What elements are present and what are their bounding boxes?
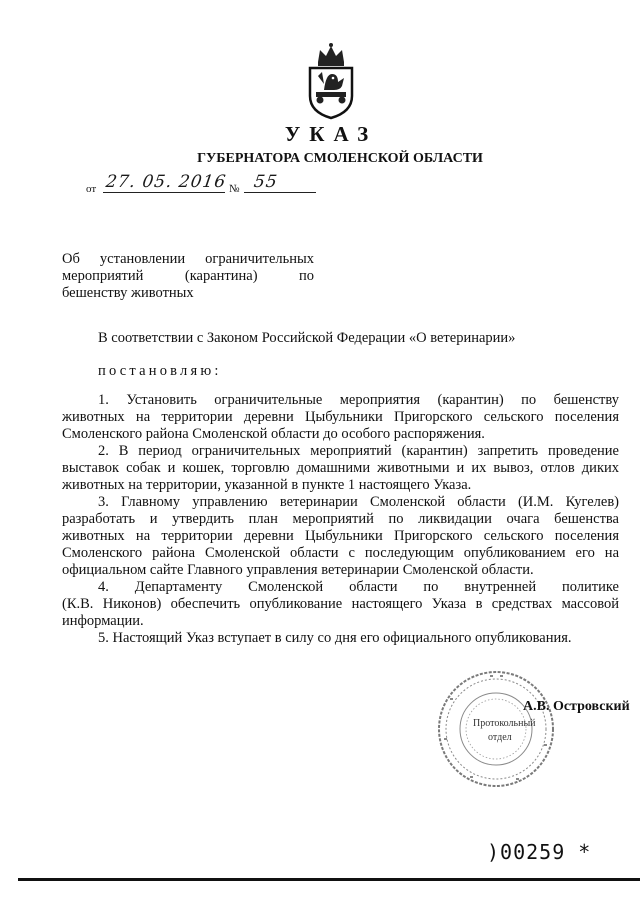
item-line: животных на территории деревни Цыбульники Пригорского сельского поселения (62, 528, 619, 544)
item-line: 5. Настоящий Указ вступает в силу со дня его официального опубликования. (98, 630, 572, 646)
issuer-subtitle: ГУБЕРНАТОРА СМОЛЕНСКОЙ ОБЛАСТИ (197, 151, 483, 166)
item-line: 3. Главному управлению ветеринарии Смоленской области (И.М. Кугелев) (98, 494, 619, 510)
document-title: УКАЗ (284, 122, 378, 146)
item-line: животных на территории деревни Цыбульники Пригорского сельского поселения (62, 409, 619, 425)
item-line: 2. В период ограничительных мероприятий (карантин) запретить проведение (98, 443, 619, 459)
decree-item-2 (62, 443, 619, 494)
date-number-row (86, 173, 326, 197)
date-from-label: от (86, 183, 97, 195)
item-line: официальном сайте Главного управления ветеринарии Смоленской области. (62, 562, 534, 578)
subject-line: бешенству животных (62, 285, 194, 301)
preamble: В соответствии с Законом Российской Федерации «О ветеринарии» (98, 330, 516, 346)
item-line: разработать и утвердить план мероприятий по ликвидации очага бешенства (62, 511, 619, 527)
decree-item-4 (62, 579, 619, 630)
bottom-edge-line (18, 878, 640, 881)
decree-word: постановляю: (98, 363, 222, 379)
number-label: № (229, 183, 240, 195)
item-line: Смоленского района Смоленской области до особого распоряжения. (62, 426, 485, 442)
decree-item-3 (62, 494, 619, 579)
signer-name: А.В. Островский (523, 699, 630, 714)
subject-line: Об установлении ограничительных (62, 251, 314, 267)
subject-line: мероприятий (карантина) по (62, 268, 314, 284)
item-line: 1. Установить ограничительные мероприятия (карантин) по бешенству (98, 392, 619, 408)
decree-items (62, 392, 619, 647)
item-line: информации. (62, 613, 144, 629)
coat-of-arms-emblem (296, 40, 366, 120)
date-underline (103, 192, 225, 193)
item-line: 4. Департаменту Смоленской области по внутренней политике (98, 579, 619, 595)
item-line: Смоленского района Смоленской области с последующим опубликованием его на (62, 545, 619, 561)
seal-department-sublabel: отдел (488, 732, 512, 743)
item-line: (К.В. Никонов) обеспечить опубликование настоящего Указа в средствах массовой (62, 596, 619, 612)
handwritten-number: 55 (252, 172, 280, 192)
seal-department-label: Протокольный (473, 718, 536, 729)
document-serial-number: )00259 * (487, 840, 592, 864)
handwritten-date: 27. 05. 2016 (104, 172, 228, 192)
official-seal-stamp (430, 668, 562, 790)
decree-item-5 (62, 630, 619, 647)
decree-item-1 (62, 392, 619, 443)
item-line: выставок собак и кошек, торговлю домашними животными и их вывоз, отлов диких (62, 460, 619, 476)
decree-subject (62, 251, 314, 302)
item-line: животных на территории, указанной в пункте 1 настоящего Указа. (62, 477, 472, 493)
number-underline (244, 192, 316, 193)
